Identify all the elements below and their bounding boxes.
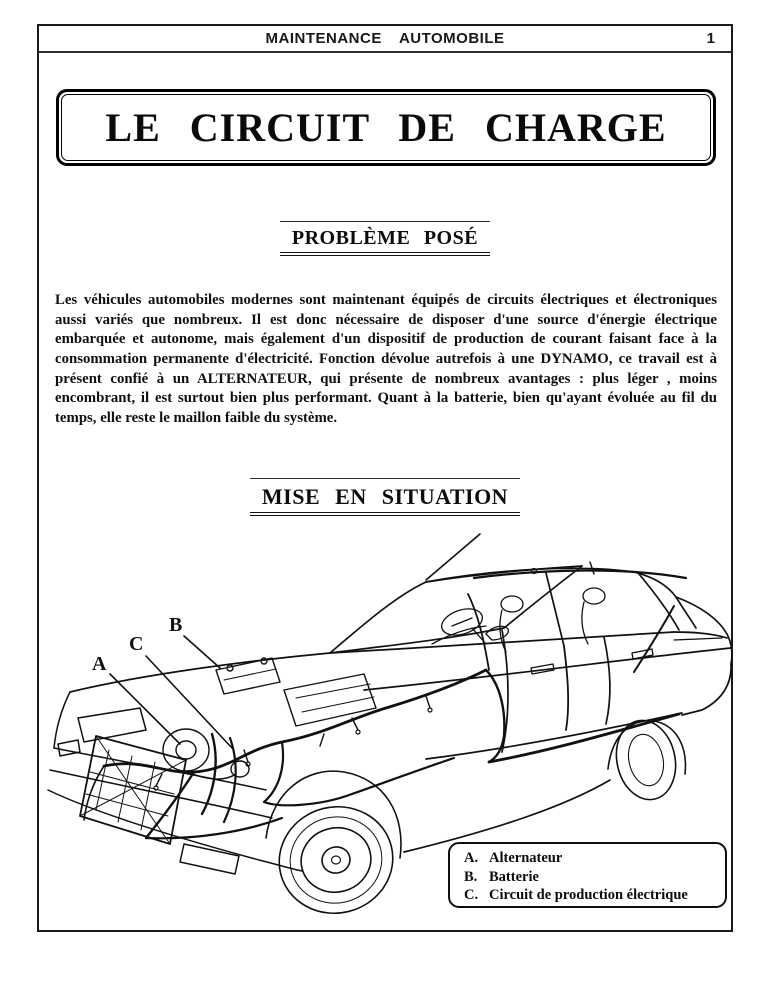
section-heading-probleme-wrap [37, 221, 733, 256]
legend-label-b: Batterie [489, 868, 539, 885]
page-title: LE CIRCUIT DE CHARGE [105, 105, 667, 150]
legend-row-c [464, 886, 719, 905]
paragraph-probleme: Les véhicules automobiles modernes sont maintenant équipés de circuits électriques et électroniques aussi variés que nombreux. Il est donc nécessaire de disposer d'une source d'énergie électrique embarquée et autonome, mais également d'un dispositif de production de courant faisant face à la consommation permanente d'électricité. Fonction dévolue autrefois à une DYNAMO, ce travail est à présent confié à un ALTERNATEUR, qui présente de nombreux avantages : plus léger , moins encombrant, il est surtout bien plus performant. Quant à la batterie, bien qu'ayant évoluée au fil du temps, elle reste le maillon faible du système. [55, 292, 717, 427]
front-end-group [48, 692, 302, 874]
antenna-line [426, 534, 480, 580]
legend-row-a [464, 849, 719, 868]
section-heading-mise-text: MISE EN SITUATION [250, 478, 520, 516]
callout-c: C [129, 633, 144, 655]
legend-label-c: Circuit de production électrique [489, 887, 688, 903]
section-heading-probleme: PROBLÈME POSÉ [280, 221, 490, 256]
side-mirror [486, 626, 508, 640]
battery-shape [216, 658, 280, 694]
callout-a: A [92, 653, 107, 675]
legend-label-a: Alternateur [489, 850, 563, 866]
rear-wheel [608, 715, 685, 805]
front-wheel [266, 771, 404, 925]
page-number: 1 [706, 30, 715, 47]
legend-key-b: B. [464, 868, 478, 885]
header-title: MAINTENANCE AUTOMOBILE [265, 30, 505, 47]
legend-row-b [464, 868, 719, 887]
leader-b [184, 636, 220, 668]
callout-b: B [169, 614, 183, 636]
title-banner [56, 89, 716, 166]
legend-key-c: C. [464, 887, 479, 903]
legend-box [448, 842, 727, 908]
leader-a [110, 674, 180, 744]
title-banner-inner [61, 94, 711, 161]
section-heading-mise [37, 478, 733, 516]
legend-key-a: A. [464, 850, 479, 866]
engine-group [163, 658, 376, 779]
page-header [39, 26, 731, 53]
